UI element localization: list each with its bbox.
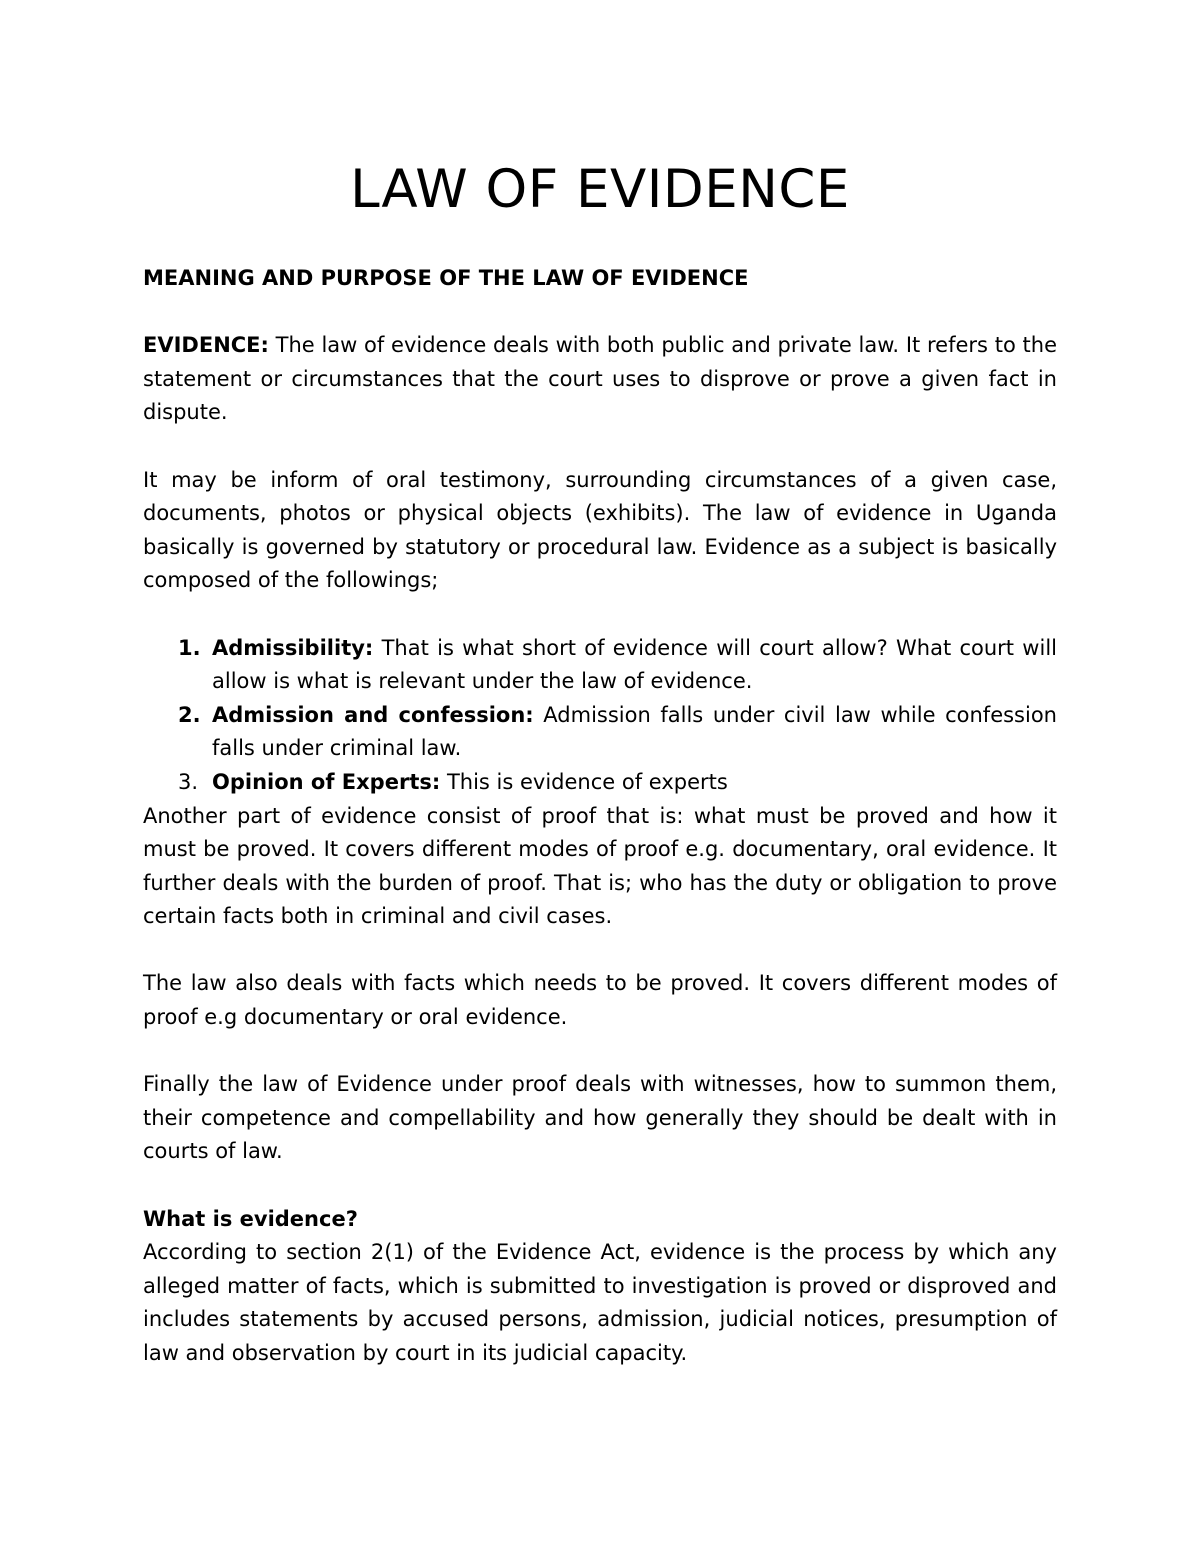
paragraph-forms-of-evidence: It may be inform of oral testimony, surrounding circumstances of a given case, documents, photos or physical objects (exhibits). The law of evidence in Uganda basically is governed by statutory or procedural law. Evidence as a subject is basically composed of the followings; (143, 467, 1057, 593)
list-number: 1. (178, 635, 201, 660)
document-title: LAW OF EVIDENCE (350, 159, 850, 220)
list-item-lead: Opinion of Experts: (212, 769, 441, 794)
spacer (143, 1035, 1057, 1069)
section-heading: MEANING AND PURPOSE OF THE LAW OF EVIDENCE (143, 266, 749, 290)
paragraph-witnesses: Finally the law of Evidence under proof deals with witnesses, how to summon them, their competence and compellability and how generally they should be dealt with in courts of law. (143, 1072, 1057, 1164)
paragraph-statutory-definition: According to section 2(1) of the Evidence Act, evidence is the process by which any alleged matter of facts, which is submitted to investigation is proved or disproved and includes statements by accused persons, admission, judicial notices, presumption of law and observation by court in its judicial capacity. (143, 1240, 1057, 1365)
list-number: 3. (178, 769, 199, 794)
paragraph-evidence-definition (143, 329, 1057, 430)
paragraph-text: The law of evidence deals with both public and private law. It refers to the statement or circumstances that the court uses to disprove or prove a given fact in dispute. (143, 333, 1057, 425)
spacer (143, 934, 1057, 968)
list-item-lead: Admission and confession: (212, 702, 534, 727)
list-item-text: That is what short of evidence will court allow? What court will allow is what is relevant under the law of evidence. (212, 635, 1057, 694)
paragraph-proof: Another part of evidence consist of proof that is: what must be proved and how it must be proved. It covers different modes of proof e.g. documentary, oral evidence. It further deals with the burden of proof. That is; who has the duty or obligation to prove certain facts both in criminal and civil cases. (143, 803, 1057, 929)
list-item (178, 766, 1057, 800)
evidence-components-list (143, 632, 1057, 800)
list-item-lead: Admissibility: (212, 635, 374, 660)
spacer (143, 1169, 1057, 1203)
spacer (143, 296, 1057, 330)
list-number: 2. (178, 702, 201, 727)
list-item (178, 699, 1057, 766)
list-item-text: Admission falls under civil law while confession falls under criminal law. (212, 702, 1057, 761)
spacer (143, 430, 1057, 464)
list-item (178, 632, 1057, 699)
subheading-what-is-evidence: What is evidence? (143, 1206, 358, 1231)
document-body (143, 262, 1057, 1371)
spacer (143, 598, 1057, 632)
paragraph-facts-to-prove: The law also deals with facts which needs to be proved. It covers different modes of proof e.g documentary or oral evidence. (143, 971, 1057, 1030)
paragraph-lead: EVIDENCE: (143, 333, 269, 358)
document-page (143, 0, 1057, 1553)
list-item-text: This is evidence of experts (440, 769, 728, 794)
